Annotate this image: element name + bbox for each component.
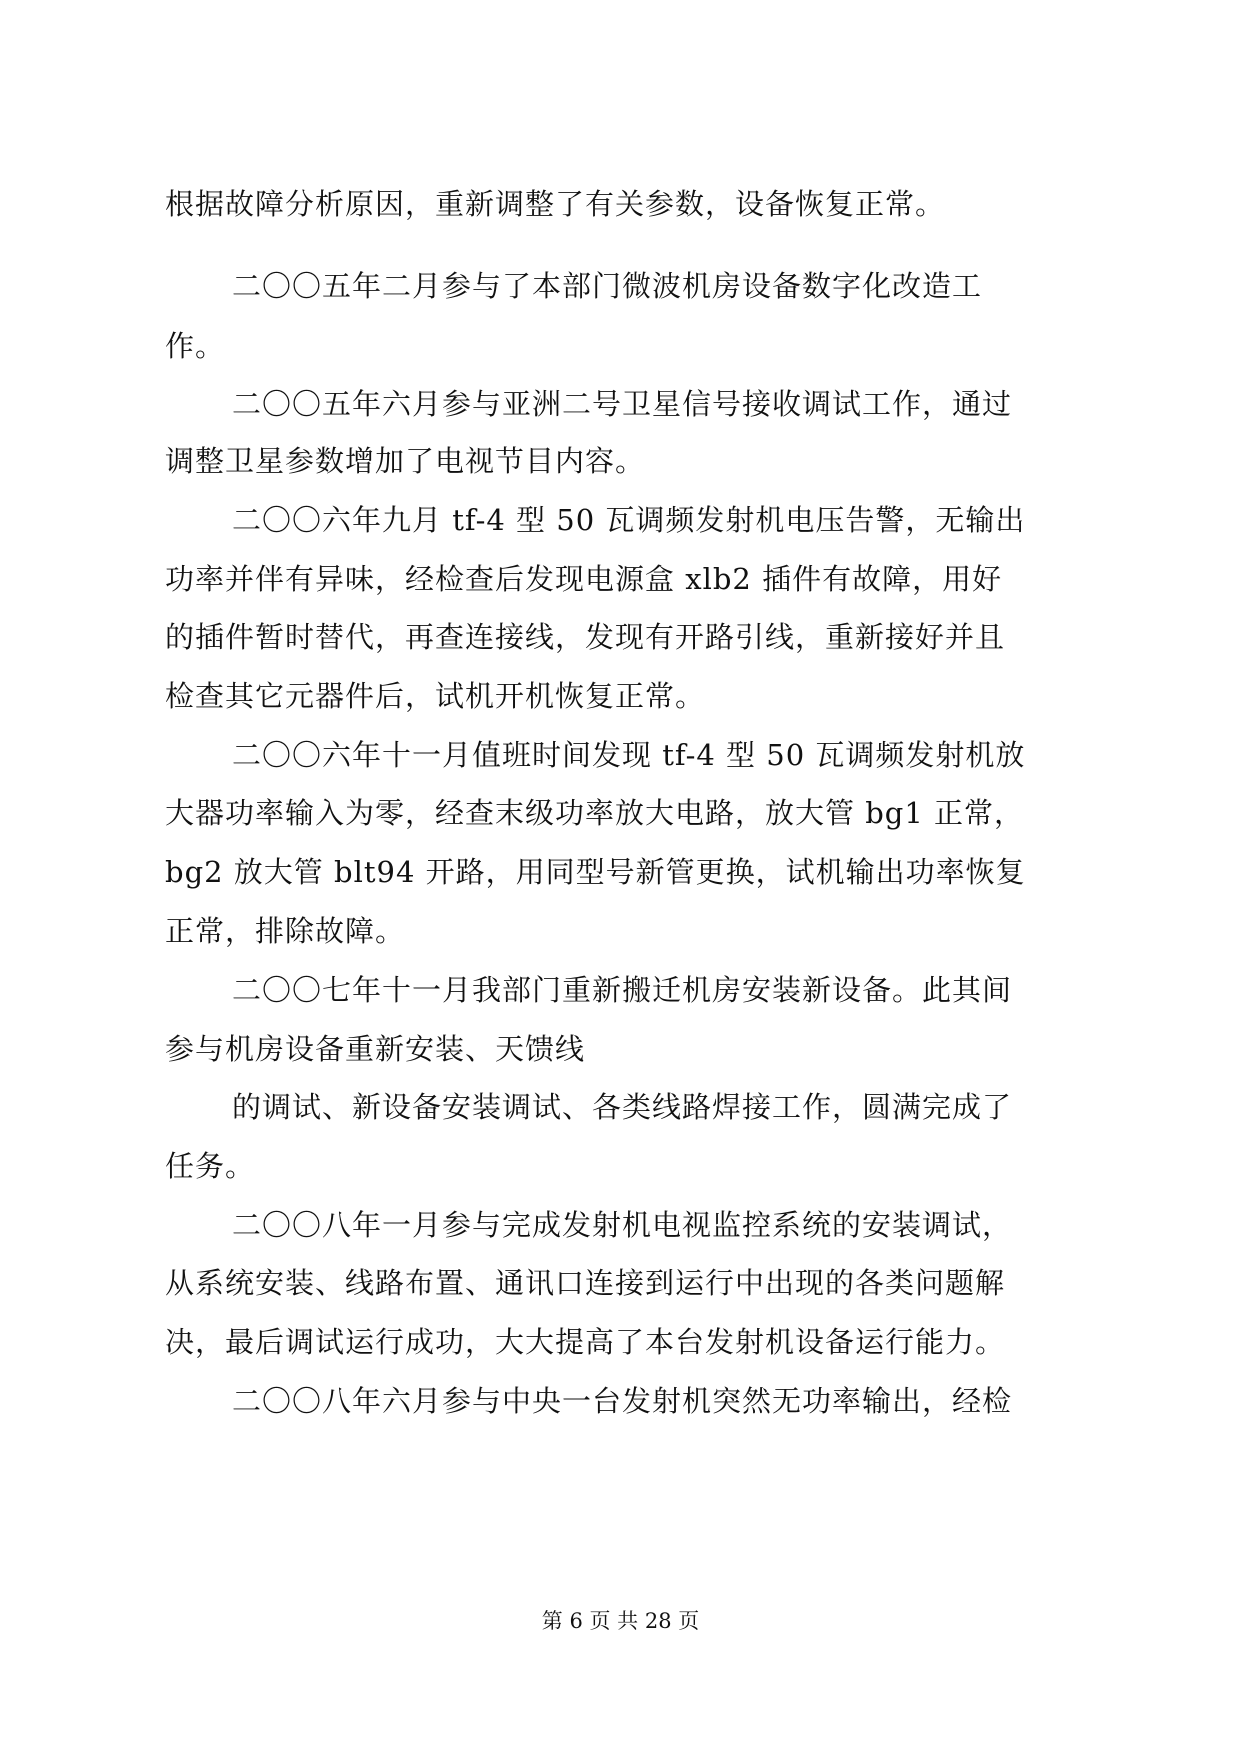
paragraph-start-line: 二〇〇五年六月参与亚洲二号卫星信号接收调试工作，通过 xyxy=(232,387,1013,421)
text-line: 决，最后调试运行成功，大大提高了本台发射机设备运行能力。 xyxy=(165,1325,1006,1359)
page-footer: 第 6 页 共 28 页 xyxy=(541,1609,700,1633)
paragraph-start-line: 二〇〇五年二月参与了本部门微波机房设备数字化改造工 xyxy=(232,269,983,303)
text-line: 功率并伴有异味，经检查后发现电源盒 xlb2 插件有故障，用好 xyxy=(165,562,1003,596)
text-line: bg2 放大管 blt94 开路，用同型号新管更换，试机输出功率恢复 xyxy=(165,855,1026,889)
text-line: 正常，排除故障。 xyxy=(165,914,406,948)
text-line: 任务。 xyxy=(165,1149,256,1183)
text-line: 调整卫星参数增加了电视节目内容。 xyxy=(165,444,646,478)
paragraph-start-line: 二〇〇八年一月参与完成发射机电视监控系统的安装调试， xyxy=(232,1208,1013,1242)
text-line: 作。 xyxy=(165,329,226,363)
paragraph-start-line: 二〇〇六年九月 tf-4 型 50 瓦调频发射机电压告警，无输出 xyxy=(232,503,1026,537)
paragraph-start-line: 的调试、新设备安装调试、各类线路焊接工作，圆满完成了 xyxy=(232,1090,1013,1124)
text-line: 检查其它元器件后，试机开机恢复正常。 xyxy=(165,679,706,713)
paragraph-start-line: 二〇〇七年十一月我部门重新搬迁机房安装新设备。此其间 xyxy=(232,973,1013,1007)
text-line: 根据故障分析原因，重新调整了有关参数，设备恢复正常。 xyxy=(165,187,946,221)
text-line: 大器功率输入为零，经查末级功率放大电路，放大管 bg1 正常， xyxy=(165,796,1025,830)
paragraph-start-line: 二〇〇六年十一月值班时间发现 tf-4 型 50 瓦调频发射机放 xyxy=(232,738,1026,772)
text-line: 参与机房设备重新安装、天馈线 xyxy=(165,1032,586,1066)
paragraph-start-line: 二〇〇八年六月参与中央一台发射机突然无功率输出，经检 xyxy=(232,1384,1013,1418)
text-line: 从系统安装、线路布置、通讯口连接到运行中出现的各类问题解 xyxy=(165,1266,1006,1300)
text-line: 的插件暂时替代，再查连接线，发现有开路引线，重新接好并且 xyxy=(165,620,1006,654)
